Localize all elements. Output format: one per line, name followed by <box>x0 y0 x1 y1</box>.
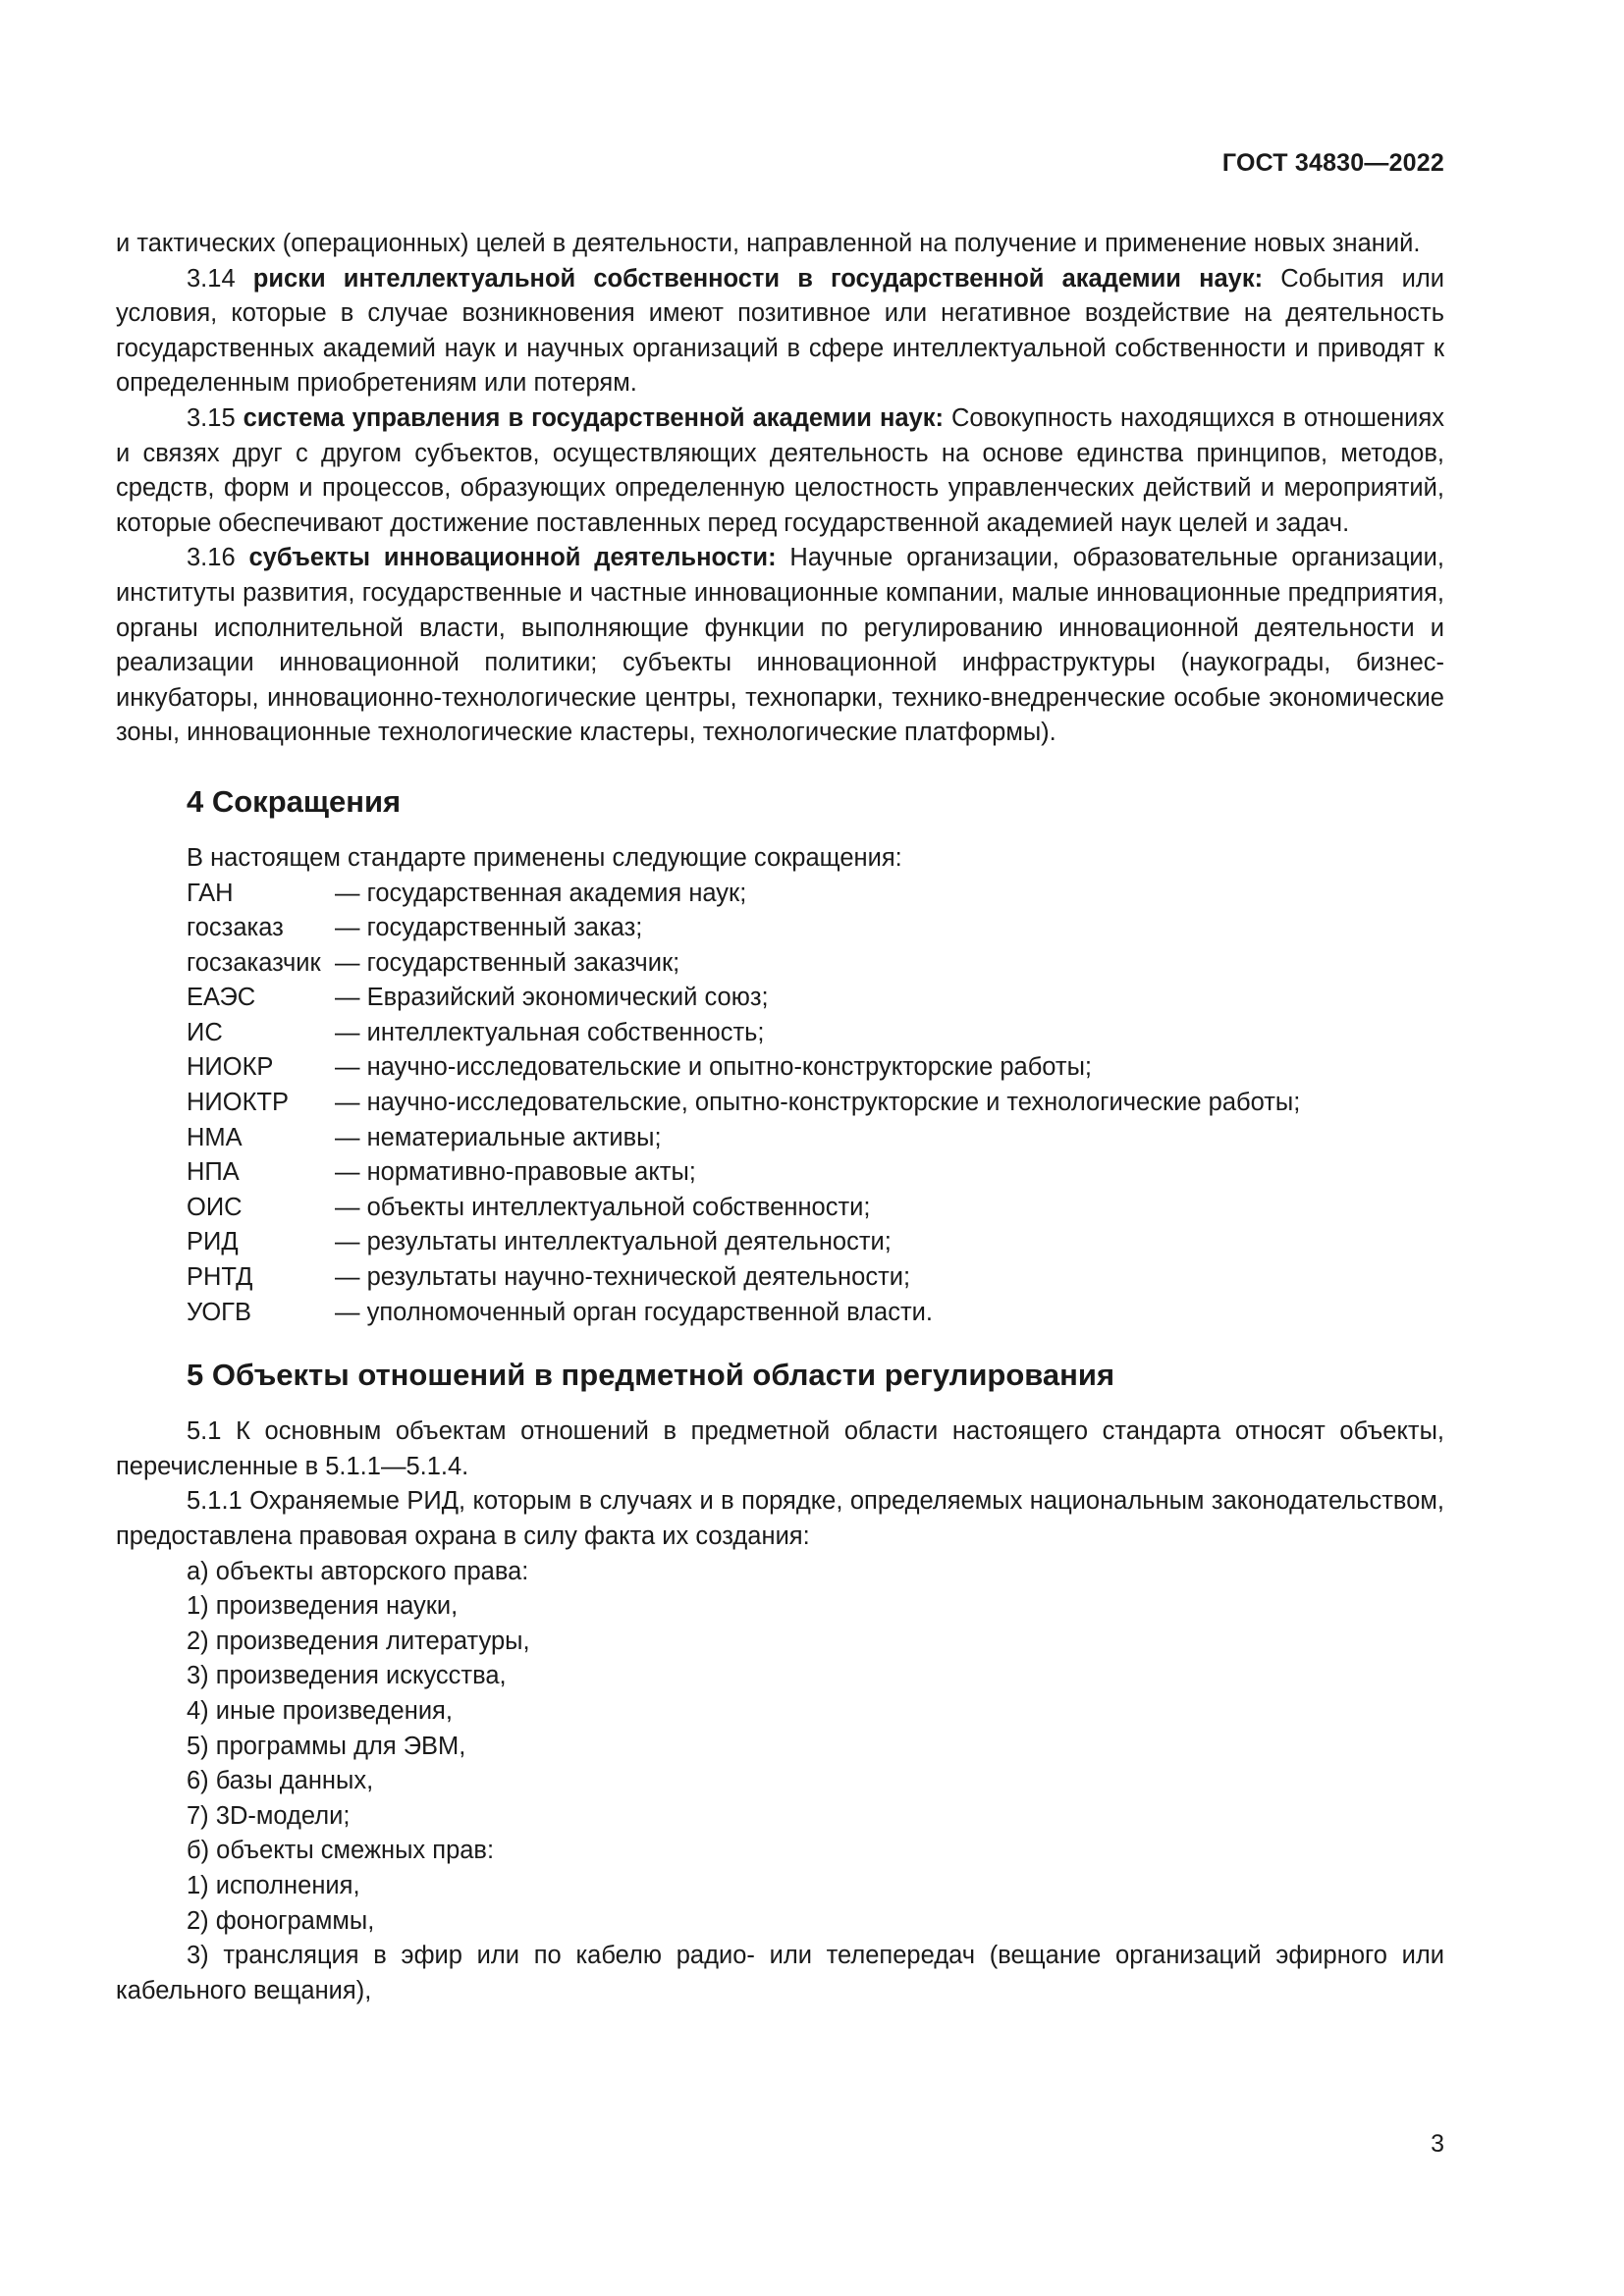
abbreviation-row <box>187 946 1444 982</box>
abbreviation-term: НИОКР <box>187 1053 274 1082</box>
term-definition: Совокупность находящихся в отношениях и связях друг с другом субъектов, осуществляющих деятельность на основе единства принципов, методов, средств, форм и процессов, образующих определенную целостность управленческих действий и мероприятий, которые обеспечивают достижение поставленных перед государственной академией наук целей и задач. <box>116 403 1444 537</box>
abbreviation-row <box>187 1086 1444 1121</box>
term-number: 3.16 <box>187 544 236 572</box>
abbreviation-row <box>187 1155 1444 1191</box>
term-title: субъекты инновационной деятельности: <box>248 544 777 572</box>
list-item: 1) исполнения, <box>187 1871 360 1899</box>
term-title: система управления в государственной академии наук: <box>243 403 944 432</box>
page-number: 3 <box>1431 2130 1444 2158</box>
list-item: 6) базы данных, <box>187 1767 374 1795</box>
paragraph-continuation: и тактических (операционных) целей в деятельности, направленной на получение и применение новых знаний. <box>116 230 1421 257</box>
term-definition: Научные организации, образовательные организации, институты развития, государственные и частные инновационные компании, малые инновационные предприятия, органы исполнительной власти, выполняющие функции по регулированию инновационной деятельности и реализации инновационной политики; субъекты инновационной инфраструктуры (наукограды, бизнес-инкубаторы, инновационно-технологические центры, технопарки, технико-внедренческие особые экономические зоны, инновационные технологические кластеры, технологические платформы). <box>116 544 1445 747</box>
abbreviation-row <box>187 1121 1444 1156</box>
page-content <box>116 227 1444 2008</box>
paragraph-5-1: 5.1 К основным объектам отношений в предметной области настоящего стандарта относят объекты, перечисленные в 5.1.1—5.1.4. <box>116 1417 1444 1480</box>
abbreviation-definition: — научно-исследовательские, опытно-конструкторские и технологические работы; <box>335 1089 1301 1117</box>
term-3-15 <box>116 401 1444 541</box>
abbreviation-definition: — нормативно-правовые акты; <box>335 1158 696 1187</box>
list-item: 1) произведения науки, <box>187 1592 459 1621</box>
abbreviation-definition: — результаты интеллектуальной деятельности; <box>335 1228 892 1256</box>
abbreviation-term: РИД <box>187 1228 239 1256</box>
abbreviations-intro: В настоящем стандарте применены следующие сокращения: <box>187 843 902 872</box>
abbreviation-definition: — государственная академия наук; <box>335 879 747 907</box>
abbreviation-row <box>187 1050 1444 1086</box>
abbreviation-term: УОГВ <box>187 1298 252 1326</box>
list-item: 4) иные произведения, <box>187 1696 453 1725</box>
document-code-header: ГОСТ 34830—2022 <box>1221 149 1444 177</box>
abbreviation-term: ЕАЭС <box>187 984 256 1012</box>
paragraph-5-1-1: 5.1.1 Охраняемые РИД, которым в случаях и в порядке, определяемых национальным законодательством, предоставлена правовая охрана в силу факта их создания: <box>116 1487 1444 1550</box>
abbreviation-row <box>187 1296 1444 1331</box>
list-item: 3) произведения искусства, <box>187 1662 507 1690</box>
term-number: 3.14 <box>187 264 236 293</box>
list-item: 2) фонограммы, <box>187 1906 375 1935</box>
abbreviation-term: госзаказчик <box>187 948 321 977</box>
list-item: а) объекты авторского права: <box>187 1557 529 1585</box>
list-item: б) объекты смежных прав: <box>187 1837 495 1865</box>
abbreviation-term: ГАН <box>187 879 234 907</box>
abbreviation-definition: — уполномоченный орган государственной власти. <box>335 1298 933 1326</box>
term-3-14 <box>116 262 1444 401</box>
objects-list <box>116 1555 1444 1940</box>
abbreviation-term: НПА <box>187 1158 240 1187</box>
list-item: 2) произведения литературы, <box>187 1627 530 1655</box>
abbreviation-row <box>187 1225 1444 1260</box>
abbreviation-term: ИС <box>187 1018 223 1046</box>
abbreviation-term: ОИС <box>187 1193 243 1221</box>
abbreviation-row <box>187 1260 1444 1296</box>
abbreviation-definition: — Евразийский экономический союз; <box>335 984 769 1012</box>
abbreviation-definition: — научно-исследовательские и опытно-конструкторские работы; <box>335 1053 1093 1082</box>
term-3-16 <box>116 541 1444 751</box>
abbreviation-row <box>187 911 1444 946</box>
abbreviation-definition: — интеллектуальная собственность; <box>335 1018 765 1046</box>
abbreviation-term: госзаказ <box>187 914 284 942</box>
abbreviation-term: НИОКТР <box>187 1089 290 1117</box>
section-4-heading: 4 Сокращения <box>187 783 402 819</box>
list-item: 5) программы для ЭВМ, <box>187 1732 466 1760</box>
abbreviation-row <box>187 877 1444 912</box>
abbreviation-definition: — результаты научно-технической деятельности; <box>335 1263 911 1292</box>
abbreviation-definition: — государственный заказ; <box>335 914 643 942</box>
abbreviation-definition: — нематериальные активы; <box>335 1123 662 1151</box>
abbreviation-term: РНТД <box>187 1263 253 1292</box>
term-number: 3.15 <box>187 403 236 432</box>
paragraph-last: 3) трансляция в эфир или по кабелю радио- или телепередач (вещание организаций эфирного или кабельного вещания), <box>116 1942 1444 2004</box>
list-item: 7) 3D-модели; <box>187 1801 351 1830</box>
abbreviation-definition: — объекты интеллектуальной собственности; <box>335 1193 871 1221</box>
abbreviation-row <box>187 1016 1444 1051</box>
abbreviation-term: НМА <box>187 1123 243 1151</box>
section-5-heading: 5 Объекты отношений в предметной области регулирования <box>187 1358 1115 1393</box>
abbreviation-row <box>187 981 1444 1016</box>
abbreviations-list <box>187 877 1444 1331</box>
term-definition: События или условия, которые в случае возникновения имеют позитивное или негативное воздействие на деятельность государственных академий наук и научных организаций в сфере интеллектуальной собственности и приводят к определенным приобретениям или потерям. <box>116 264 1444 398</box>
term-title: риски интеллектуальной собственности в государственной академии наук: <box>252 264 1264 293</box>
abbreviation-definition: — государственный заказчик; <box>335 948 680 977</box>
abbreviation-row <box>187 1191 1444 1226</box>
